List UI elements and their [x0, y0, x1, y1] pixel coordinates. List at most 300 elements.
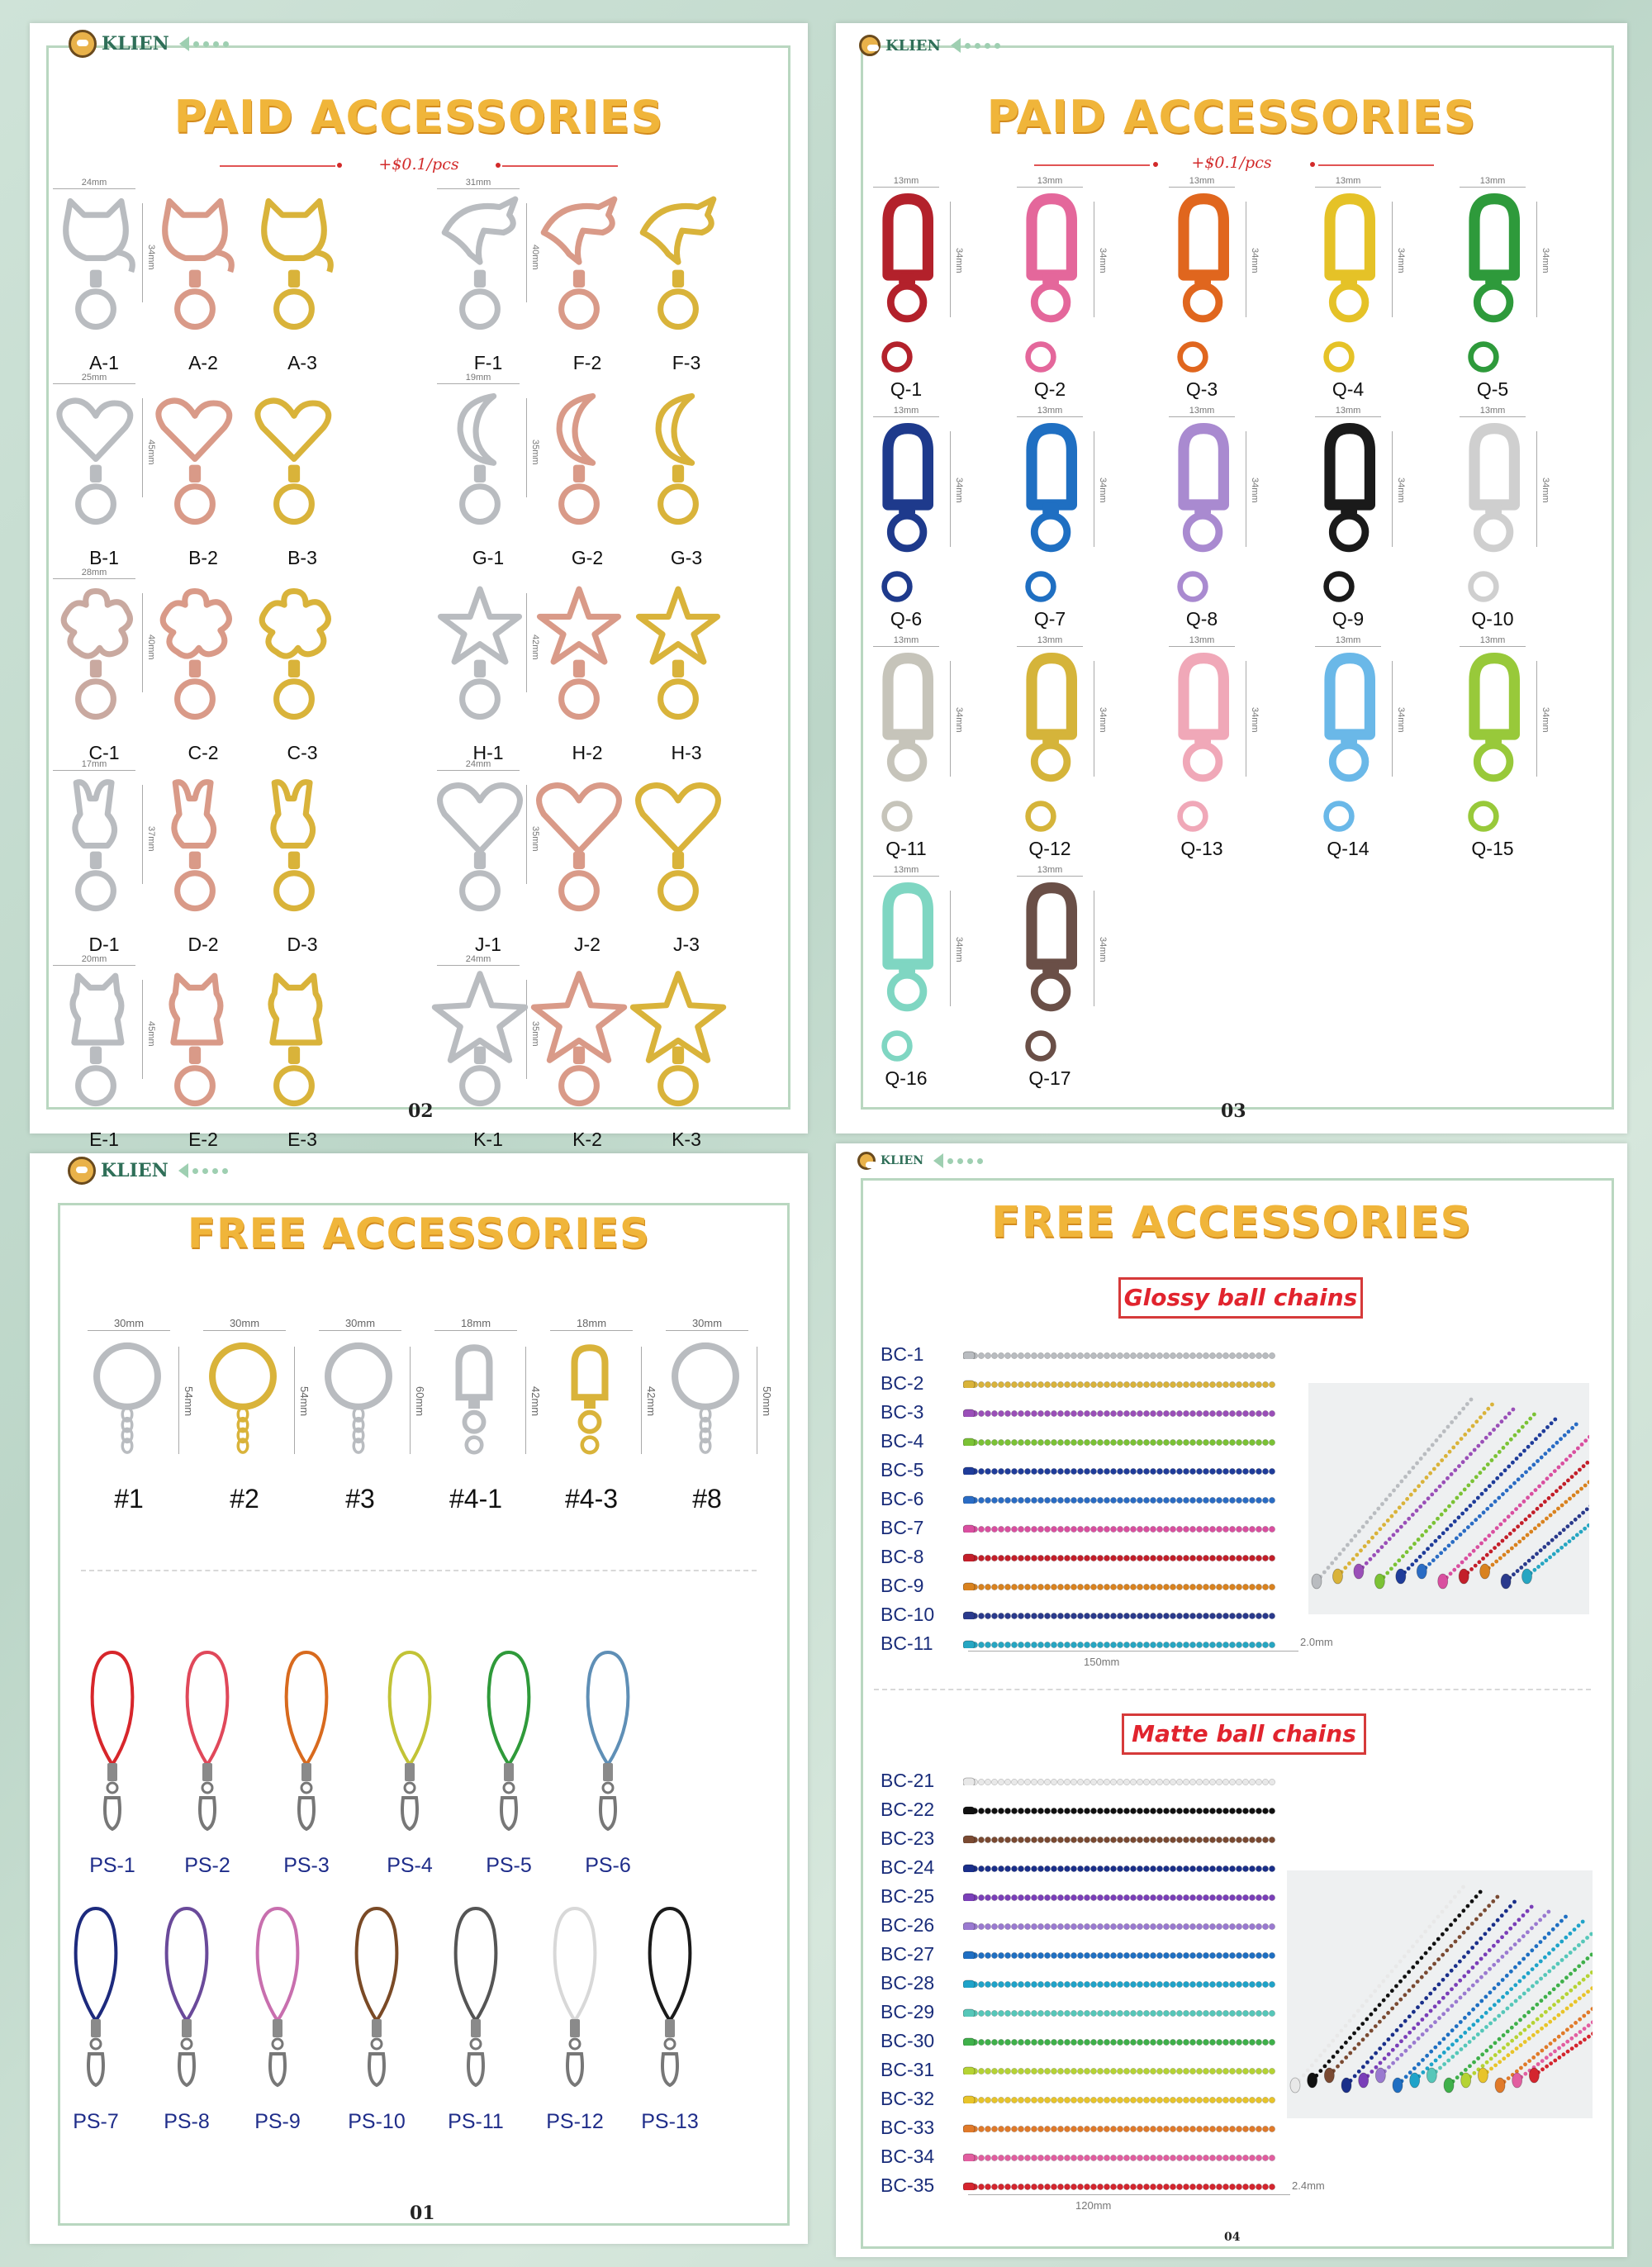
- height-label: 34mm: [1396, 248, 1406, 273]
- item-code: Q-9: [1332, 608, 1365, 630]
- width-label: 17mm: [81, 759, 107, 769]
- height-label: 34mm: [954, 478, 964, 503]
- ball-chain-row: [881, 1914, 1294, 1939]
- height-dimension: [641, 1347, 657, 1454]
- height-label: 34mm: [1540, 248, 1550, 273]
- matte-length-line: [968, 2194, 1290, 2195]
- phone-strap-item: [137, 1905, 236, 2136]
- photo-chain: [1359, 1905, 1534, 2088]
- phone-strap-item: [327, 1905, 426, 2136]
- arrow-dots-icon: [179, 36, 229, 51]
- width-label: 13mm: [1335, 176, 1361, 186]
- item-code: PS-8: [164, 2110, 210, 2133]
- width-label: 30mm: [691, 1317, 723, 1329]
- phone-strap-item: [558, 1649, 657, 1880]
- item-code: Q-7: [1033, 608, 1066, 630]
- item-code: PS-13: [641, 2110, 699, 2133]
- height-dimension: [525, 1347, 542, 1454]
- ball-chain-icon: [963, 1922, 1277, 1930]
- ball-chain-row: [881, 1546, 1294, 1571]
- dolphin-clasp-icon: [629, 193, 728, 350]
- dolphin-clasp-icon: [529, 193, 629, 350]
- item-code: Q-2: [1033, 378, 1066, 400]
- height-label: 34mm: [1098, 478, 1108, 503]
- width-label: 13mm: [893, 406, 919, 416]
- height-label: 40mm: [530, 245, 540, 270]
- height-label: 42mm: [529, 1386, 542, 1417]
- width-dimension: [53, 568, 135, 579]
- ball-chain-row: [881, 1972, 1294, 1997]
- width-label: 30mm: [229, 1317, 260, 1329]
- chain-code: BC-6: [881, 1488, 924, 1509]
- chain-code: BC-32: [881, 2088, 935, 2109]
- ball-chain-row: [881, 1770, 1294, 1794]
- width-dimension: [437, 759, 520, 771]
- ball-chain-row: [881, 1372, 1294, 1397]
- width-label: 13mm: [1189, 406, 1215, 416]
- height-label: 34mm: [1396, 707, 1406, 733]
- accessory-item: [236, 770, 368, 968]
- ball-chain-icon: [963, 1835, 1277, 1843]
- ball-chain-row: [881, 1827, 1294, 1852]
- phone-strap-icon: [174, 1649, 240, 1847]
- brand-logo: [68, 1157, 228, 1185]
- split-ring-icon: [656, 1340, 755, 1464]
- chain-code: BC-23: [881, 1827, 935, 1849]
- ball-chain-row: [881, 2030, 1294, 2055]
- clasp-item: [1294, 176, 1435, 410]
- item-code: Q-15: [1471, 838, 1514, 859]
- lobster-clasp-icon: [1447, 653, 1538, 834]
- chain-code: BC-27: [881, 1943, 935, 1965]
- phone-strap-item: [63, 1649, 162, 1880]
- matte-section-label: Matte ball chains: [1122, 1713, 1366, 1755]
- page-paid-2: [836, 23, 1627, 1134]
- width-dimension: [550, 1317, 633, 1331]
- item-code: Q-12: [1028, 838, 1071, 859]
- arrow-dots-icon: [178, 1163, 228, 1178]
- item-code: A-3: [287, 352, 317, 373]
- mascot-icon: [69, 30, 97, 58]
- height-dimension: [178, 1347, 195, 1454]
- lobster-clasp-icon: [1447, 193, 1538, 375]
- width-dimension: [53, 178, 135, 189]
- width-dimension: [873, 635, 939, 647]
- clasp-item: [852, 406, 993, 639]
- item-code: A-1: [89, 352, 119, 373]
- lobster-clasp-icon: [1004, 653, 1095, 834]
- ball-chain-icon: [963, 2182, 1277, 2190]
- accessory-item: [236, 965, 368, 1163]
- lobster-clasp-icon: [1303, 193, 1393, 375]
- width-label: 31mm: [465, 178, 491, 188]
- height-label: 45mm: [146, 440, 156, 465]
- item-code: B-3: [287, 547, 317, 568]
- width-dimension: [1460, 635, 1526, 647]
- item-code: Q-1: [890, 378, 923, 400]
- width-dimension: [1460, 406, 1526, 417]
- phone-strap-item: [257, 1649, 356, 1880]
- width-label: 30mm: [344, 1317, 376, 1329]
- ball-chain-icon: [963, 1777, 1277, 1785]
- lobster-clasp-icon: [1004, 423, 1095, 605]
- width-label: 13mm: [893, 865, 919, 875]
- width-label: 13mm: [1189, 176, 1215, 186]
- item-code: K-3: [672, 1129, 701, 1150]
- moon-clasp-icon: [529, 388, 629, 545]
- clasp-item: [996, 176, 1137, 410]
- ball-chain-icon: [963, 1495, 1277, 1504]
- heart2-clasp-icon: [145, 388, 244, 545]
- item-code: PS-9: [254, 2110, 301, 2133]
- page-free-1: [30, 1153, 808, 2244]
- key-ring-item: [649, 1317, 773, 1528]
- ball-chain-row: [881, 1459, 1294, 1484]
- cat-clasp-icon: [46, 193, 145, 350]
- kitty-clasp-icon: [46, 970, 145, 1127]
- section-divider: [874, 1689, 1591, 1690]
- split-ring-icon: [193, 1340, 292, 1464]
- height-label: 45mm: [146, 1021, 156, 1047]
- photo-chain: [1374, 1413, 1536, 1589]
- width-dimension: [1315, 635, 1381, 647]
- phone-strap-item: [158, 1649, 257, 1880]
- clasp-item: [1294, 406, 1435, 639]
- ball-chain-icon: [963, 1611, 1277, 1619]
- width-dimension: [437, 373, 520, 384]
- height-label: 34mm: [1540, 707, 1550, 733]
- ball-chain-row: [881, 1633, 1294, 1657]
- lobster-clasp-icon: [1156, 423, 1247, 605]
- width-label: 13mm: [1335, 635, 1361, 645]
- item-code: #3: [345, 1484, 375, 1514]
- ball-chain-icon: [963, 1979, 1277, 1988]
- width-dimension: [1017, 406, 1083, 417]
- item-code: Q-17: [1028, 1067, 1071, 1089]
- phone-strap-icon: [79, 1649, 145, 1847]
- accessory-item: [620, 770, 752, 968]
- item-code: Q-16: [885, 1067, 928, 1089]
- item-code: J-1: [475, 934, 501, 955]
- accessory-item: [620, 965, 752, 1163]
- arrow-dots-icon: [933, 1153, 983, 1168]
- kitty-clasp-icon: [244, 970, 344, 1127]
- ball-chain-row: [881, 2088, 1294, 2113]
- width-label: 24mm: [81, 178, 107, 188]
- item-code: G-2: [571, 547, 604, 568]
- item-code: H-1: [472, 742, 504, 763]
- width-label: 13mm: [893, 635, 919, 645]
- lobster-clasp-icon: [861, 423, 952, 605]
- heart2-clasp-icon: [244, 388, 344, 545]
- ball-chain-icon: [963, 1466, 1277, 1475]
- item-code: H-2: [572, 742, 603, 763]
- page-number: 01: [410, 2203, 435, 2224]
- dolphin-clasp-icon: [430, 193, 529, 350]
- item-code: J-2: [574, 934, 601, 955]
- item-code: Q-5: [1476, 378, 1509, 400]
- ball-chain-row: [881, 1943, 1294, 1968]
- height-label: 34mm: [146, 245, 156, 270]
- clasp-item: [1148, 406, 1289, 639]
- mascot-icon: [857, 1152, 876, 1170]
- item-code: H-3: [671, 742, 702, 763]
- item-code: #1: [114, 1484, 144, 1514]
- lobster-clasp-icon: [861, 882, 952, 1064]
- phone-strap-icon: [154, 1905, 220, 2103]
- height-label: 34mm: [1250, 707, 1260, 733]
- width-dimension: [1315, 406, 1381, 417]
- lobster-clasp-icon: [1156, 193, 1247, 375]
- phone-strap-icon: [344, 1905, 410, 2103]
- clasp-item: [1294, 635, 1435, 869]
- width-label: 13mm: [1335, 406, 1361, 416]
- glossy-length-line: [968, 1651, 1298, 1652]
- lobster-clasp-icon: [425, 1340, 524, 1464]
- width-label: 13mm: [1479, 635, 1506, 645]
- item-code: PS-7: [73, 2110, 119, 2133]
- chain-code: BC-2: [881, 1372, 924, 1394]
- price-subtitle: +$0.1/pcs: [1191, 154, 1272, 172]
- width-label: 24mm: [465, 954, 491, 964]
- ball-chain-icon: [963, 1806, 1277, 1814]
- item-code: Q-4: [1332, 378, 1365, 400]
- chain-code: BC-4: [881, 1430, 924, 1452]
- matte-diameter: 2.4mm: [1292, 2179, 1325, 2192]
- photo-chain: [1478, 1940, 1593, 2083]
- clasp-item: [1439, 406, 1579, 639]
- ball-chain-row: [881, 2001, 1294, 2026]
- width-dimension: [437, 954, 520, 966]
- width-dimension: [873, 176, 939, 188]
- width-dimension: [203, 1317, 286, 1331]
- photo-chain: [1308, 1890, 1483, 2088]
- glossy-diameter: 2.0mm: [1300, 1636, 1333, 1648]
- key-ring-item: [187, 1317, 311, 1528]
- clasp-item: [996, 635, 1137, 869]
- width-label: 28mm: [81, 568, 107, 577]
- clasp-item: [852, 865, 993, 1099]
- ball-chain-row: [881, 2117, 1294, 2141]
- height-label: 34mm: [1098, 248, 1108, 273]
- chain-code: BC-11: [881, 1633, 933, 1654]
- width-label: 13mm: [1037, 635, 1063, 645]
- accessory-item: [236, 383, 368, 582]
- accessory-item: [620, 383, 752, 582]
- glossy-chains-photo: [1308, 1383, 1589, 1614]
- star-clasp-icon: [629, 583, 728, 740]
- divider-dot: [496, 163, 501, 168]
- star5-clasp-icon: [430, 970, 529, 1127]
- lobster-clasp-icon: [1004, 882, 1095, 1064]
- page-free-2: [836, 1143, 1627, 2257]
- chain-code: BC-3: [881, 1401, 924, 1423]
- clasp-item: [852, 176, 993, 410]
- height-label: 54mm: [183, 1386, 195, 1417]
- brand-name: KLIEN: [102, 33, 169, 55]
- width-dimension: [1169, 635, 1235, 647]
- ball-chain-row: [881, 1488, 1294, 1513]
- width-label: 13mm: [893, 176, 919, 186]
- phone-strap-icon: [377, 1649, 443, 1847]
- photo-chain: [1410, 1920, 1585, 2088]
- width-dimension: [873, 865, 939, 877]
- item-code: PS-6: [585, 1854, 631, 1877]
- page-number: 03: [1221, 1100, 1246, 1122]
- mascot-icon: [859, 35, 881, 56]
- phone-strap-item: [459, 1649, 558, 1880]
- item-code: E-3: [287, 1129, 317, 1150]
- item-code: PS-10: [348, 2110, 406, 2133]
- divider-dot: [1310, 162, 1315, 167]
- divider: [1318, 164, 1434, 166]
- item-code: G-3: [670, 547, 703, 568]
- item-code: PS-11: [448, 2110, 504, 2133]
- heart-clasp-icon: [629, 775, 728, 932]
- item-code: F-1: [473, 352, 503, 373]
- phone-strap-item: [228, 1905, 327, 2136]
- item-code: Q-13: [1180, 838, 1223, 859]
- photo-chain: [1438, 1428, 1589, 1589]
- phone-strap-item: [46, 1905, 145, 2136]
- height-label: 50mm: [761, 1386, 773, 1417]
- height-label: 42mm: [645, 1386, 657, 1417]
- phone-strap-item: [360, 1649, 459, 1880]
- chain-code: BC-34: [881, 2146, 935, 2167]
- width-dimension: [1169, 176, 1235, 188]
- width-label: 13mm: [1479, 406, 1506, 416]
- item-code: PS-5: [486, 1854, 532, 1877]
- ball-chain-row: [881, 2146, 1294, 2170]
- page-number: 02: [408, 1100, 434, 1122]
- chain-code: BC-28: [881, 1972, 935, 1994]
- height-label: 34mm: [1540, 478, 1550, 503]
- section-divider: [81, 1570, 757, 1571]
- height-label: 37mm: [146, 826, 156, 852]
- ball-chain-icon: [963, 1893, 1277, 1901]
- ball-chain-icon: [963, 1553, 1277, 1561]
- height-label: 34mm: [1250, 248, 1260, 273]
- brand-logo: [857, 1152, 983, 1170]
- ball-chain-icon: [963, 1409, 1277, 1417]
- price-subtitle: +$0.1/pcs: [378, 155, 459, 173]
- height-label: 34mm: [954, 937, 964, 962]
- height-label: 40mm: [146, 634, 156, 660]
- photo-chain: [1501, 1442, 1589, 1589]
- ball-chain-icon: [963, 1380, 1277, 1388]
- width-label: 18mm: [576, 1317, 607, 1329]
- ball-chain-row: [881, 1401, 1294, 1426]
- kitty-clasp-icon: [145, 970, 244, 1127]
- page-number: 04: [1224, 2231, 1241, 2244]
- mascot-icon: [68, 1157, 96, 1185]
- width-label: 13mm: [1037, 176, 1063, 186]
- width-dimension: [1017, 635, 1083, 647]
- item-code: PS-1: [89, 1854, 135, 1877]
- clasp-item: [1148, 176, 1289, 410]
- star5-clasp-icon: [629, 970, 728, 1127]
- glossy-length: 150mm: [1084, 1656, 1120, 1668]
- split-ring-icon: [78, 1340, 177, 1464]
- clasp-item: [1148, 635, 1289, 869]
- height-label: 34mm: [1098, 937, 1108, 962]
- width-label: 13mm: [1479, 176, 1506, 186]
- glossy-photo-illustration: [1308, 1383, 1589, 1614]
- item-code: #4-3: [564, 1484, 619, 1514]
- height-label: 35mm: [530, 440, 540, 465]
- brand-logo: [859, 35, 1000, 56]
- chain-code: BC-35: [881, 2174, 935, 2196]
- ball-chain-icon: [963, 2066, 1277, 2075]
- lobster-clasp-icon: [1447, 423, 1538, 605]
- heart-clasp-icon: [430, 775, 529, 932]
- item-code: PS-12: [546, 2110, 604, 2133]
- ball-chain-row: [881, 1885, 1294, 1910]
- lobster-clasp-icon: [861, 653, 952, 834]
- cat-clasp-icon: [244, 193, 344, 350]
- bunny-clasp-icon: [46, 775, 145, 932]
- item-code: E-2: [188, 1129, 218, 1150]
- chain-code: BC-8: [881, 1546, 924, 1567]
- lobster-clasp-icon: [861, 193, 952, 375]
- width-dimension: [53, 954, 135, 966]
- item-code: Q-6: [890, 608, 923, 630]
- key-ring-item: [302, 1317, 426, 1528]
- width-dimension: [1017, 865, 1083, 877]
- clasp-item: [996, 406, 1137, 639]
- item-code: #2: [230, 1484, 259, 1514]
- width-label: 13mm: [1037, 406, 1063, 416]
- item-code: K-2: [572, 1129, 602, 1150]
- lobster-clasp-icon: [1303, 653, 1393, 834]
- width-label: 24mm: [465, 759, 491, 769]
- ball-chain-row: [881, 1343, 1294, 1368]
- item-code: #8: [692, 1484, 722, 1514]
- moon-clasp-icon: [430, 388, 529, 545]
- width-label: 19mm: [465, 373, 491, 383]
- ball-chain-icon: [963, 2008, 1277, 2017]
- photo-chain: [1290, 1885, 1465, 2093]
- phone-strap-icon: [637, 1905, 703, 2103]
- ball-chain-row: [881, 1604, 1294, 1628]
- width-label: 25mm: [81, 373, 107, 383]
- chain-code: BC-25: [881, 1885, 935, 1907]
- chain-code: BC-24: [881, 1856, 935, 1878]
- width-dimension: [873, 406, 939, 417]
- clasp-item: [1439, 635, 1579, 869]
- ball-chain-icon: [963, 2124, 1277, 2132]
- width-label: 18mm: [460, 1317, 491, 1329]
- item-code: C-2: [188, 742, 219, 763]
- brand-name: KLIEN: [881, 1154, 924, 1167]
- ball-chain-row: [881, 1517, 1294, 1542]
- photo-chain: [1375, 1910, 1550, 2083]
- key-ring-item: [71, 1317, 195, 1528]
- phone-strap-icon: [63, 1905, 129, 2103]
- star5-clasp-icon: [529, 970, 629, 1127]
- item-code: B-1: [89, 547, 119, 568]
- key-ring-item: [418, 1317, 542, 1528]
- phone-strap-icon: [244, 1905, 311, 2103]
- width-dimension: [1017, 176, 1083, 188]
- ball-chain-icon: [963, 2037, 1277, 2046]
- ball-chain-row: [881, 1856, 1294, 1881]
- flower-clasp-icon: [244, 583, 344, 740]
- clasp-item: [852, 635, 993, 869]
- ball-chain-row: [881, 1575, 1294, 1599]
- lobster-clasp-icon: [1004, 193, 1095, 375]
- height-label: 54mm: [298, 1386, 311, 1417]
